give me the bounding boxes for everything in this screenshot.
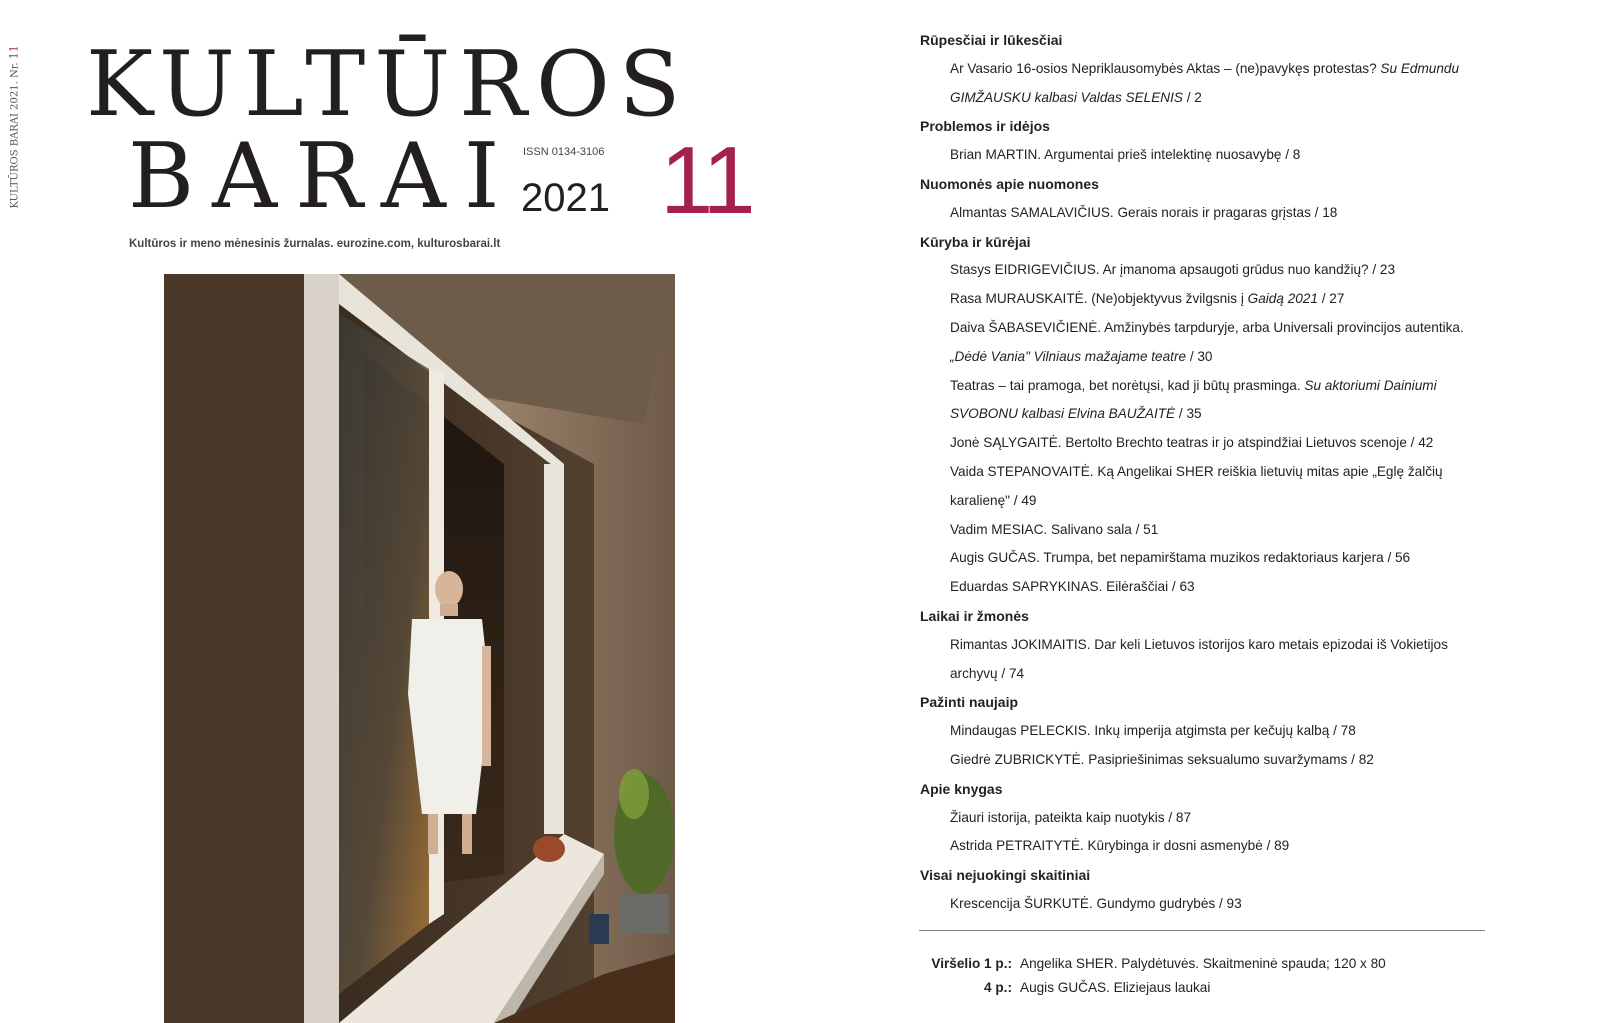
entry-text: Brian MARTIN. Argumentai prieš intelektinę nuosavybę (950, 147, 1282, 163)
section-title: Nuomonės apie nuomones (920, 175, 1099, 192)
masthead-title-line2: BARAI (128, 124, 518, 229)
entry-italic: Su aktoriumi Dainiumi SVOBONU kalbasi Elvina BAUŽAITĖ (950, 377, 1437, 422)
cover-credit-label: 4 p.: (984, 980, 1012, 995)
entry-page: / 8 (1281, 147, 1301, 163)
entry-text: Augis GUČAS. Trumpa, bet nepamirštama muzikos redaktoriaus karjera (950, 550, 1384, 566)
toc-section-4 (920, 228, 1480, 602)
toc-section-7 (920, 775, 1480, 861)
issue-year: 2021 (521, 176, 610, 220)
toc-entry[interactable] (920, 314, 1480, 372)
entry-page: / 89 (1262, 838, 1290, 854)
entry-page: / 56 (1383, 550, 1411, 566)
entry-page: / 87 (1164, 809, 1192, 825)
entry-page: / 42 (1406, 435, 1434, 451)
entry-text: Krescencija ŠURKUTĖ. Gundymo gudrybės (950, 895, 1216, 911)
entry-page: / 30 (1186, 348, 1213, 364)
entry-text: Rasa MURAUSKAITĖ. (Ne)objektyvus žvilgsnis į (950, 291, 1248, 307)
toc-entry[interactable] (920, 573, 1480, 602)
section-title: Visai nejuokingi skaitiniai (920, 867, 1091, 884)
entry-text: Žiauri istorija, pateikta kaip nuotykis (950, 809, 1165, 825)
section-title: Problemos ir idėjos (920, 118, 1050, 135)
cover-credit-row (920, 952, 1386, 976)
section-title: Rūpesčiai ir lūkesčiai (920, 32, 1063, 48)
entry-text: Vaida STEPANOVAITĖ. Ką Angelikai SHER reiškia lietuvių mitas apie „Eglę žalčių karalienę" (950, 463, 1443, 508)
entry-text: Vadim MESIAC. Salivano sala (950, 521, 1132, 537)
cover-credit-label: Viršelio 1 p.: (931, 956, 1012, 971)
toc-entry[interactable] (920, 544, 1480, 573)
entry-page: / 49 (1010, 492, 1037, 508)
entry-italic: „Dėdė Vania" Vilniaus mažajame teatre (950, 348, 1187, 364)
entry-text: Eduardas SAPRYKINAS. Eilėraščiai (950, 579, 1169, 595)
cover-credit-row (920, 976, 1386, 1000)
issue-number: 11 (660, 127, 752, 234)
toc-entry[interactable] (920, 631, 1480, 689)
toc-entry[interactable] (920, 458, 1480, 516)
toc-entry[interactable] (920, 890, 1480, 919)
cover-credit-text: Angelika SHER. Palydėtuvės. Skaitmeninė spauda; 120 x 80 (1020, 956, 1386, 971)
toc-entry[interactable] (920, 55, 1480, 113)
table-of-contents (920, 26, 1480, 919)
toc-section-6 (920, 688, 1480, 774)
toc-entry[interactable] (920, 372, 1480, 430)
entry-text: Almantas SAMALAVIČIUS. Gerais norais ir pragaras grįstas (950, 204, 1311, 220)
toc-entry[interactable] (920, 141, 1480, 170)
section-title: Kūryba ir kūrėjai (920, 233, 1031, 250)
entry-text: Rimantas JOKIMAITIS. Dar keli Lietuvos istorijos karo metais epizodai iš Vokietijos archyvų (950, 636, 1448, 681)
cover-credits (920, 952, 1386, 1000)
toc-entry[interactable] (920, 832, 1480, 861)
entry-page: / 78 (1329, 723, 1356, 739)
toc-section-2 (920, 112, 1480, 170)
spine-label: KULTŪROS BARAI 2021. Nr. (9, 59, 21, 209)
entry-page: / 2 (1182, 89, 1202, 105)
entry-text: Jonė SĄLYGAITĖ. Bertolto Brechto teatras ir jo atspindžiai Lietuvos scenoje (950, 435, 1407, 451)
masthead-title-line1: KULTŪROS (86, 32, 690, 137)
entry-page: / 74 (997, 665, 1025, 681)
toc-entry[interactable] (920, 804, 1480, 833)
entry-text: Stasys EIDRIGEVIČIUS. Ar įmanoma apsaugoti grūdus nuo kandžių? (950, 262, 1369, 278)
toc-entry[interactable] (920, 199, 1480, 228)
entry-page: / 63 (1168, 579, 1195, 595)
entry-page: / 23 (1368, 262, 1396, 278)
toc-entry[interactable] (920, 717, 1480, 746)
toc-entry[interactable] (920, 516, 1480, 545)
toc-section-3 (920, 170, 1480, 228)
masthead-subtitle: Kultūros ir meno mėnesinis žurnalas. eurozine.com, kulturosbarai.lt (129, 238, 501, 250)
toc-divider (919, 930, 1485, 931)
entry-page: / 93 (1215, 895, 1242, 911)
toc-section-1 (920, 26, 1480, 112)
entry-italic: Su Edmundu GIMŽAUSKU kalbasi Valdas SELENIS (950, 60, 1460, 105)
entry-text: Mindaugas PELECKIS. Inkų imperija atgimsta per kečujų kalbą (950, 723, 1330, 739)
entry-text: Teatras – tai pramoga, bet norėtųsi, kad ji būtų prasminga. (950, 377, 1305, 393)
entry-text: Daiva ŠABASEVIČIENĖ. Amžinybės tarpduryje, arba Universali provincijos autentika. (950, 319, 1464, 335)
entry-page: / 51 (1131, 521, 1159, 537)
section-title: Laikai ir žmonės (920, 607, 1029, 624)
toc-entry[interactable] (920, 285, 1480, 314)
entry-text: Giedrė ZUBRICKYTĖ. Pasipriešinimas seksualumo suvaržymams (950, 751, 1348, 767)
entry-text: Astrida PETRAITYTĖ. Kūrybinga ir dosni asmenybė (950, 838, 1263, 854)
toc-entry[interactable] (920, 746, 1480, 775)
toc-section-8 (920, 861, 1480, 919)
cover-credit-text: Augis GUČAS. Eliziejaus laukai (1020, 980, 1211, 995)
entry-italic: Gaidą 2021 (1247, 291, 1318, 307)
entry-text: Ar Vasario 16-osios Nepriklausomybės Aktas – (ne)pavykęs protestas? (950, 60, 1381, 76)
entry-page: / 18 (1310, 204, 1338, 220)
section-title: Pažinti naujaip (920, 694, 1019, 711)
issn: ISSN 0134-3106 (523, 146, 605, 158)
entry-page: / 82 (1347, 751, 1374, 767)
toc-section-5 (920, 602, 1480, 688)
toc-entry[interactable] (920, 256, 1480, 285)
section-title: Apie knygas (920, 780, 1003, 797)
spine-issue-number: 11 (7, 45, 21, 60)
toc-entry[interactable] (920, 429, 1480, 458)
spine-text (4, 45, 21, 222)
entry-page: / 35 (1175, 406, 1202, 422)
cover-photo (164, 274, 675, 1023)
entry-page: / 27 (1317, 291, 1345, 307)
